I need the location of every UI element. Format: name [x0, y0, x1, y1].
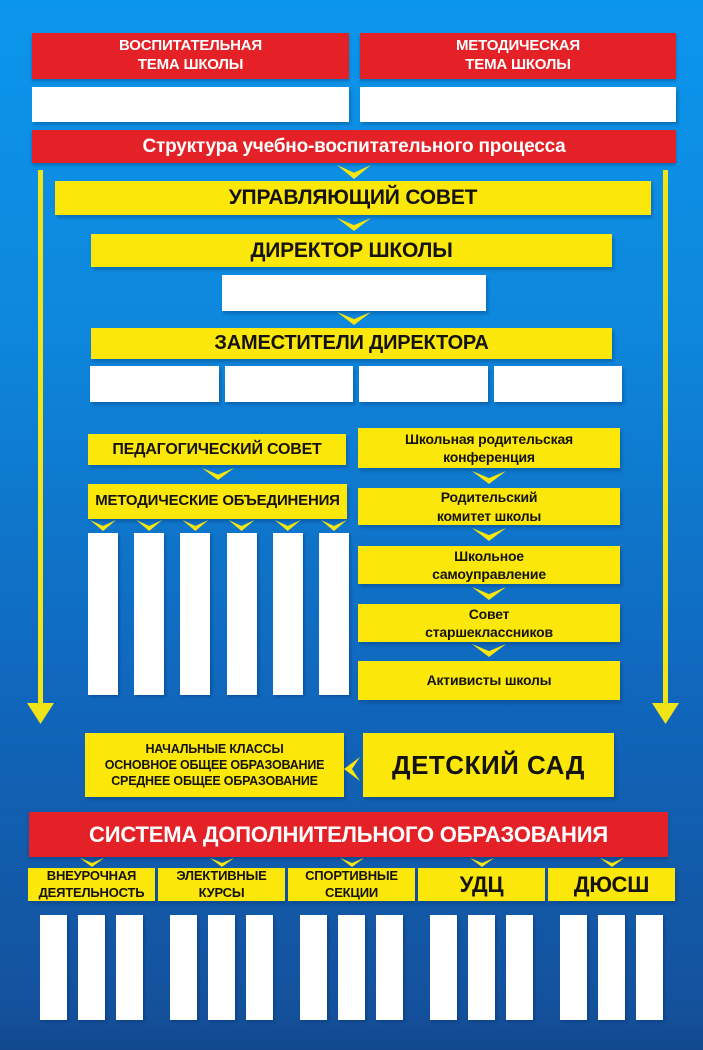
methodical-theme-header — [360, 33, 676, 79]
flow-arrow-right-stem — [663, 170, 668, 706]
upbringing-theme-blank-plate — [32, 87, 349, 122]
arrow-down-icon — [337, 165, 371, 179]
structure-banner — [32, 130, 676, 163]
placeholder-bar — [40, 915, 67, 1020]
sports-sections-line1: СПОРТИВНЫЕ — [305, 868, 398, 884]
methodical-theme-line1: МЕТОДИЧЕСКАЯ — [456, 37, 580, 55]
education-levels-line3: СРЕДНЕЕ ОБЩЕЕ ОБРАЗОВАНИЕ — [111, 774, 318, 788]
methodical-associations-label: МЕТОДИЧЕСКИЕ ОБЪЕДИНЕНИЯ — [95, 492, 340, 510]
placeholder-bar — [636, 915, 663, 1020]
kindergarten-label: ДЕТСКИЙ САД — [392, 749, 585, 780]
placeholder-bar — [116, 915, 143, 1020]
arrow-down-icon — [136, 520, 162, 531]
education-levels-line2: ОСНОВНОЕ ОБЩЕЕ ОБРАЗОВАНИЕ — [104, 758, 325, 772]
senior-students-council-line1: Совет — [468, 605, 510, 622]
placeholder-bar — [208, 915, 235, 1020]
extracurricular-line1: ВНЕУРОЧНАЯ — [46, 868, 137, 884]
deputy-plates-row — [90, 366, 622, 402]
placeholder-bar — [134, 533, 164, 695]
association-arrows-row — [88, 520, 349, 531]
placeholder-bar — [227, 533, 257, 695]
arrow-down-icon — [275, 520, 301, 531]
senior-students-council-box — [358, 604, 620, 642]
education-levels-box — [85, 733, 344, 797]
elective-courses-box — [158, 868, 285, 901]
dyussh-bars-group — [560, 915, 663, 1020]
additional-education-banner — [29, 812, 668, 857]
parent-conference-line1: Школьная родительская — [405, 430, 573, 447]
deputies-label: ЗАМЕСТИТЕЛИ ДИРЕКТОРА — [214, 332, 489, 354]
arrow-down-icon — [80, 858, 104, 867]
parent-committee-box — [358, 488, 620, 525]
school-self-government-line1: Школьное — [454, 547, 524, 564]
director-box — [91, 234, 612, 267]
upbringing-theme-header — [32, 33, 349, 79]
association-bars-row — [88, 533, 349, 695]
extracurricular-bars-group — [40, 915, 143, 1020]
udc-box — [418, 868, 545, 901]
elective-courses-line1: ЭЛЕКТИВНЫЕ — [176, 868, 267, 884]
placeholder-bar — [506, 915, 533, 1020]
methodical-theme-blank-plate — [360, 87, 676, 122]
kindergarten-box — [363, 733, 614, 797]
parent-committee-line1: Родительский — [440, 489, 538, 506]
placeholder-bar — [598, 915, 625, 1020]
arrow-down-icon — [321, 520, 347, 531]
udc-label: УДЦ — [459, 871, 504, 897]
arrow-down-icon — [470, 858, 494, 867]
placeholder-bar — [560, 915, 587, 1020]
school-self-government-box — [358, 546, 620, 584]
flow-arrow-left-stem — [38, 170, 43, 706]
placeholder-bar — [430, 915, 457, 1020]
parent-committee-line2: комитет школы — [436, 507, 542, 524]
placeholder-bar — [468, 915, 495, 1020]
placeholder-bar — [88, 533, 118, 695]
pedagogical-council-box — [88, 434, 346, 465]
placeholder-bar — [78, 915, 105, 1020]
deputy-blank-plate — [359, 366, 488, 402]
pedagogical-council-label: ПЕДАГОГИЧЕСКИЙ СОВЕТ — [112, 440, 322, 458]
arrow-down-icon — [337, 312, 371, 325]
upbringing-theme-line1: ВОСПИТАТЕЛЬНАЯ — [119, 37, 262, 55]
placeholder-bar — [273, 533, 303, 695]
sports-bars-group — [300, 915, 403, 1020]
arrow-down-icon — [472, 587, 506, 600]
parent-conference-line2: конференция — [443, 449, 535, 465]
placeholder-bar — [338, 915, 365, 1020]
arrow-left-icon — [344, 757, 360, 781]
arrow-down-icon — [472, 471, 506, 484]
arrow-down-icon — [472, 644, 506, 657]
arrow-down-icon — [182, 520, 208, 531]
arrow-down-icon — [472, 528, 506, 541]
udc-bars-group — [430, 915, 533, 1020]
flow-arrow-right-head-icon — [652, 703, 679, 724]
placeholder-bar — [319, 533, 349, 695]
methodical-theme-line2: ТЕМА ШКОЛЫ — [465, 56, 571, 73]
arrow-down-icon — [600, 858, 624, 867]
arrow-down-icon — [202, 468, 234, 480]
placeholder-bar — [300, 915, 327, 1020]
extracurricular-line2: ДЕЯТЕЛЬНОСТЬ — [38, 884, 145, 900]
deputy-blank-plate — [225, 366, 354, 402]
extracurricular-activity-box — [28, 868, 155, 901]
placeholder-bar — [180, 533, 210, 695]
dyussh-label: ДЮСШ — [573, 871, 650, 897]
arrow-down-icon — [337, 218, 371, 231]
deputy-blank-plate — [90, 366, 219, 402]
placeholder-bar — [376, 915, 403, 1020]
parent-conference-box — [358, 428, 620, 468]
school-activists-box — [358, 661, 620, 700]
senior-students-council-line2: старшеклассников — [425, 624, 553, 640]
upbringing-theme-line2: ТЕМА ШКОЛЫ — [137, 56, 244, 73]
flow-arrow-left-head-icon — [27, 703, 54, 724]
dyussh-box — [548, 868, 675, 901]
methodical-associations-box — [88, 484, 347, 519]
director-blank-plate — [222, 275, 486, 311]
sports-sections-box — [288, 868, 415, 901]
deputies-box — [91, 328, 612, 359]
additional-education-banner-text: СИСТЕМА ДОПОЛНИТЕЛЬНОГО ОБРАЗОВАНИЯ — [89, 821, 608, 847]
school-activists-label: Активисты школы — [426, 672, 552, 689]
school-self-government-line2: самоуправление — [432, 566, 546, 582]
governing-council-box — [55, 181, 651, 215]
arrow-down-icon — [210, 858, 234, 867]
placeholder-bar — [170, 915, 197, 1020]
elective-bars-group — [170, 915, 273, 1020]
sports-sections-line2: СЕКЦИИ — [325, 884, 378, 900]
deputy-blank-plate — [494, 366, 623, 402]
arrow-down-icon — [340, 858, 364, 867]
structure-banner-text: Структура учебно-воспитательного процесса — [142, 135, 566, 157]
director-label: ДИРЕКТОР ШКОЛЫ — [250, 238, 453, 262]
arrow-down-icon — [90, 520, 116, 531]
governing-council-label: УПРАВЛЯЮЩИЙ СОВЕТ — [228, 186, 478, 209]
placeholder-bar — [246, 915, 273, 1020]
education-levels-line1: НАЧАЛЬНЫЕ КЛАССЫ — [145, 742, 284, 756]
elective-courses-line2: КУРСЫ — [198, 884, 245, 900]
arrow-down-icon — [229, 520, 255, 531]
